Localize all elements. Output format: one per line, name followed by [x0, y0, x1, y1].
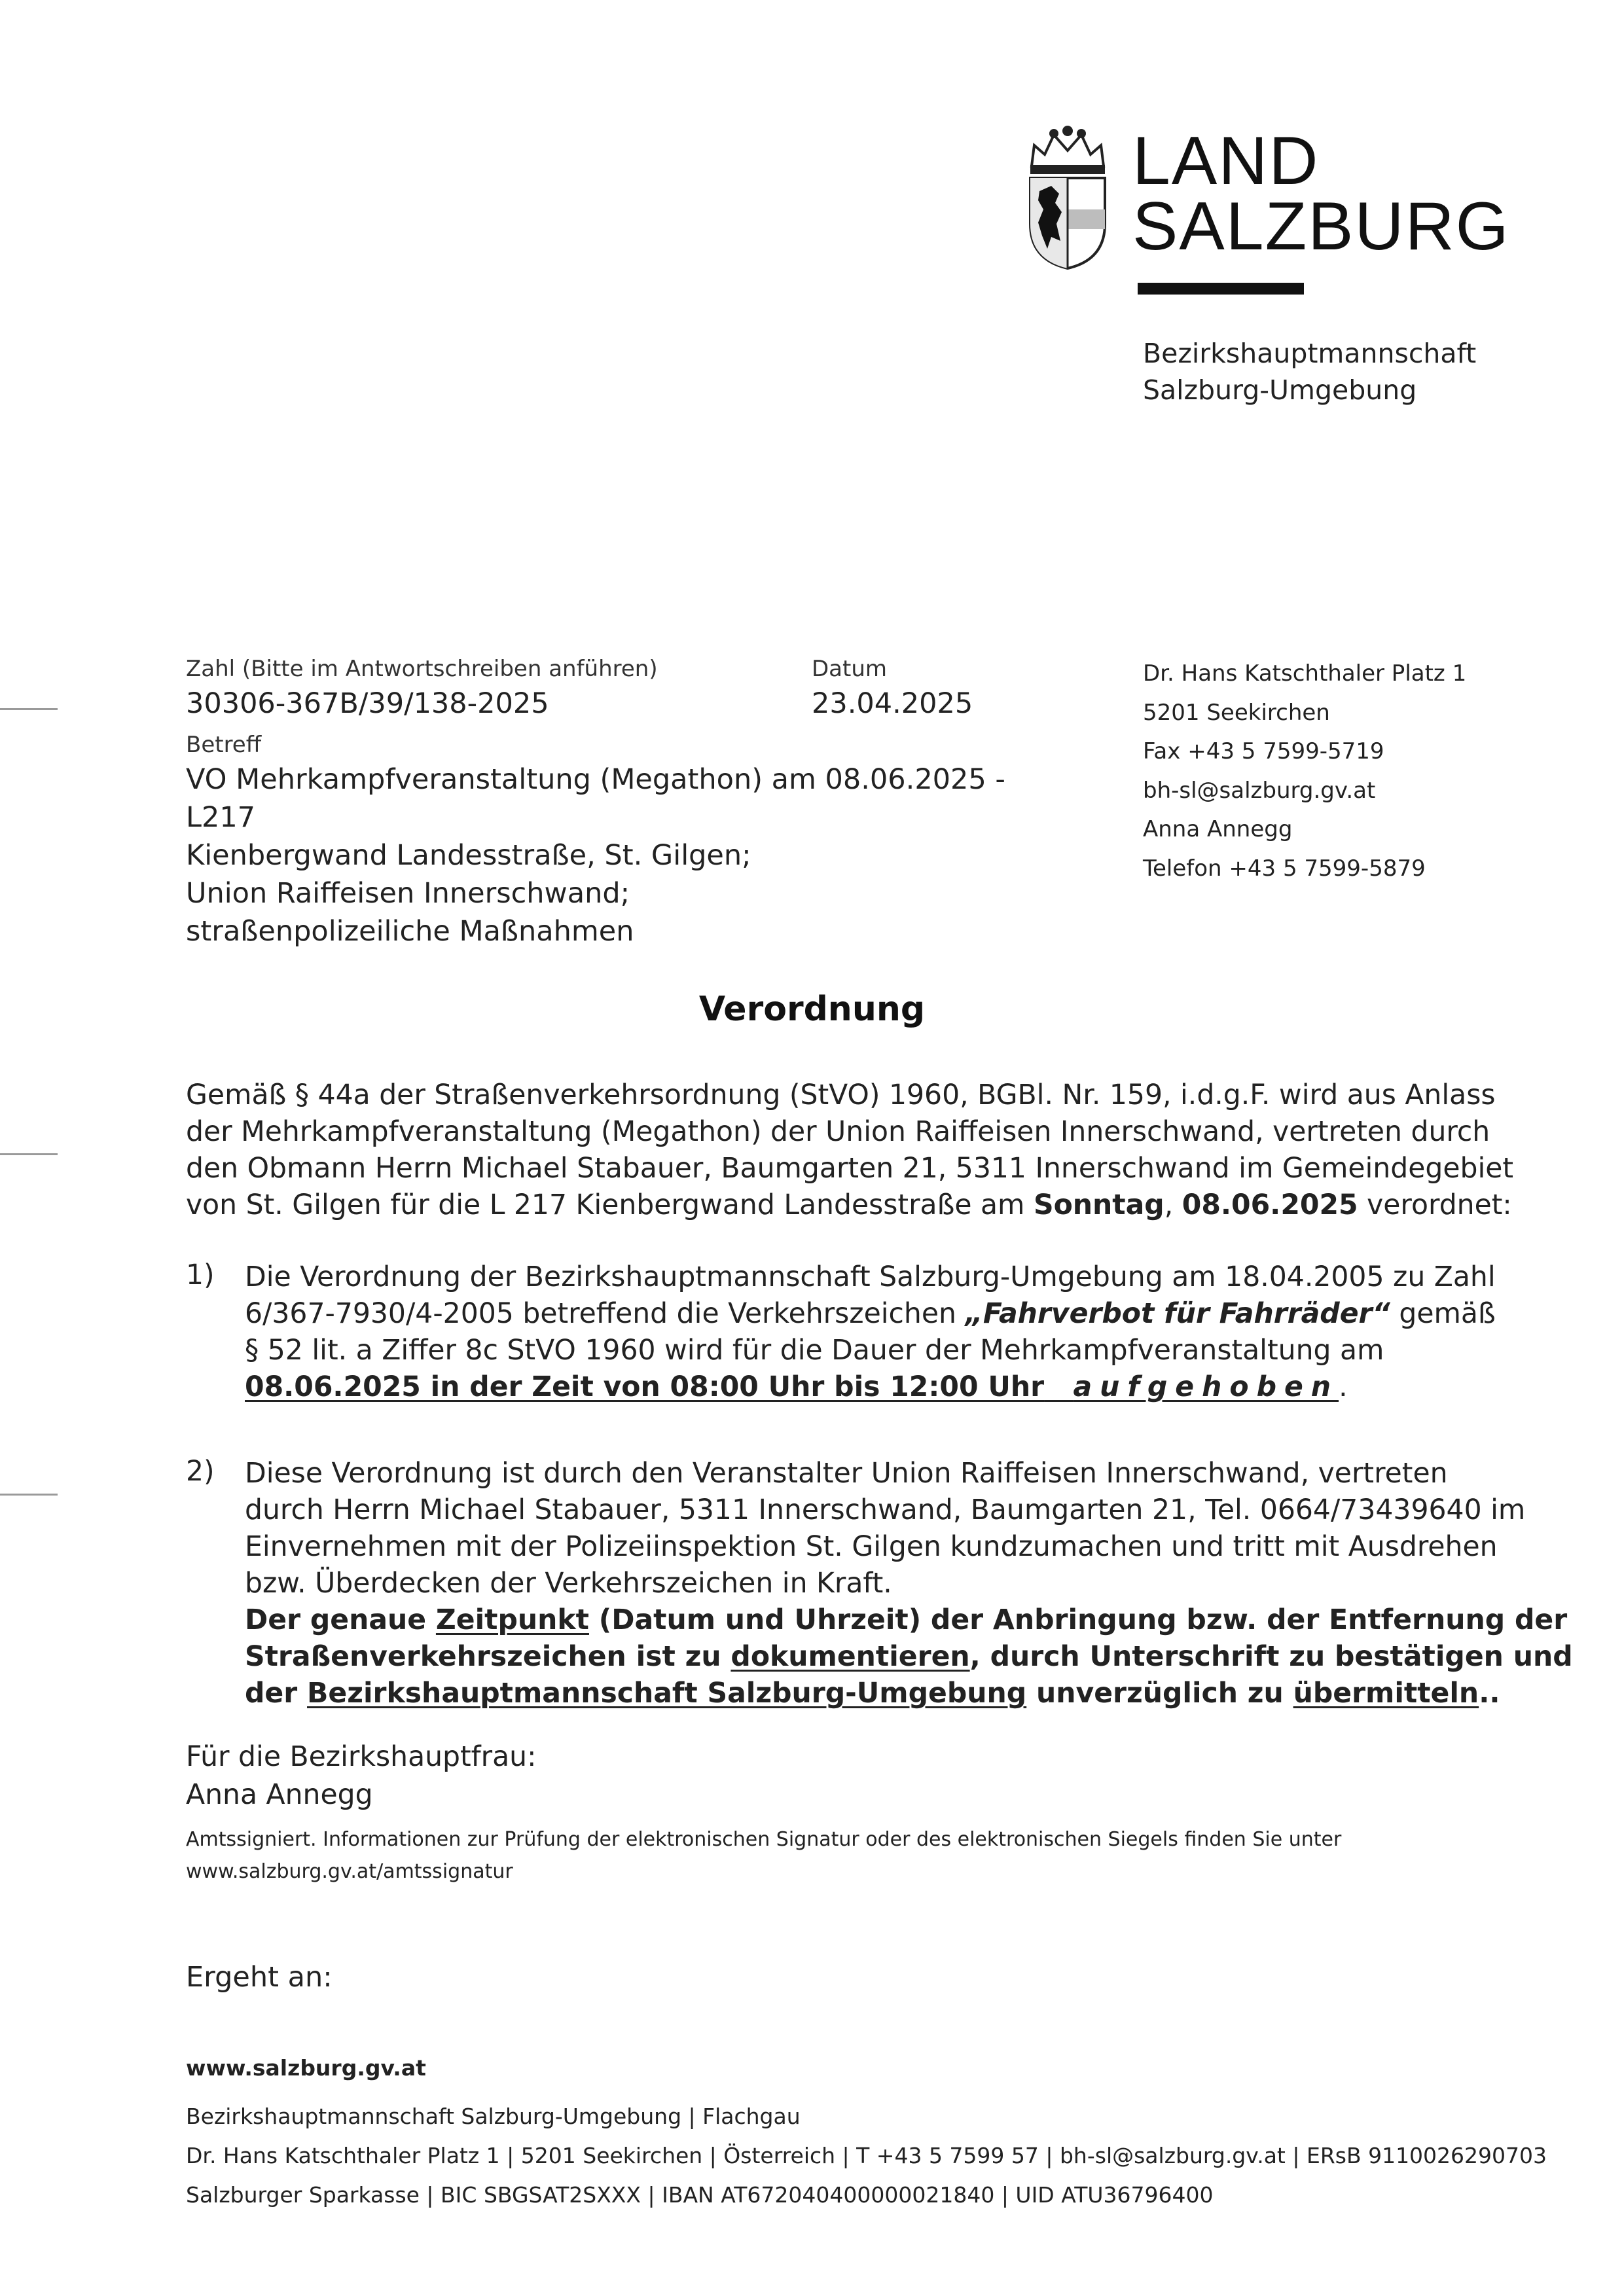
intro-line: Gemäß § 44a der Straßenverkehrsordnung (StVO) 1960, BGBl. Nr. 159, i.d.g.F. wird aus Anlass — [186, 1079, 1496, 1111]
contact-address: Dr. Hans Katschthaler Platz 1 — [1143, 660, 1467, 687]
closing-line: Für die Bezirkshauptfrau: — [186, 1741, 537, 1773]
contact-block — [1143, 655, 1466, 888]
contact-phone: Telefon +43 5 7599-5879 — [1143, 855, 1426, 882]
lifted-word-spaced: aufgehoben — [1073, 1371, 1339, 1403]
item-text: .. — [1479, 1677, 1500, 1710]
contact-email[interactable]: bh-sl@salzburg.gv.at — [1143, 777, 1376, 804]
fold-mark-top — [0, 708, 58, 710]
item-bold-line — [245, 1639, 1573, 1676]
underlined-term: Bezirkshauptmannschaft Salzburg-Umgebung — [307, 1677, 1027, 1710]
item-bold-line — [245, 1676, 1515, 1712]
subject-line: Union Raiffeisen Innerschwand; — [186, 877, 630, 910]
item-line: bzw. Überdecken der Verkehrszeichen in Kraft. — [245, 1568, 892, 1600]
intro-line: der Mehrkampfveranstaltung (Megathon) der Union Raiffeisen Innerschwand, vertreten durch — [186, 1116, 1490, 1148]
signatory-name: Anna Annegg — [186, 1779, 373, 1811]
subject-line: Kienbergwand Landesstraße, St. Gilgen; — [186, 839, 751, 872]
datum-label: Datum — [812, 656, 888, 682]
logo-line-land: LAND — [1132, 123, 1320, 199]
intro-text: von St. Gilgen für die L 217 Kienbergwand Landesstraße am — [186, 1189, 1034, 1221]
item-text: unverzüglich zu — [1026, 1677, 1293, 1710]
item-line: § 52 lit. a Ziffer 8c StVO 1960 wird für die Dauer der Mehrkampfveranstaltung am — [245, 1335, 1384, 1367]
item-2-text — [245, 1456, 1573, 1712]
intro-line — [186, 1187, 1512, 1224]
footer-line: Salzburger Sparkasse | BIC SBGSAT2SXXX | IBAN AT672040400000021840 | UID ATU36796400 — [186, 2182, 1214, 2208]
page-footer — [186, 2049, 1547, 2215]
authority-line-1: Bezirkshauptmannschaft — [1143, 338, 1477, 369]
zahl-label: Zahl (Bitte im Antwortschreiben anführen) — [186, 656, 658, 682]
item-bold-line — [245, 1602, 1568, 1639]
contact-city: 5201 Seekirchen — [1143, 699, 1330, 726]
ergeht-an-label: Ergeht an: — [186, 1961, 333, 1994]
item-text: Der genaue — [245, 1604, 436, 1636]
intro-date-bold: 08.06.2025 — [1182, 1189, 1358, 1221]
salzburg-coat-of-arms-icon — [1025, 126, 1110, 271]
item-line: Die Verordnung der Bezirkshauptmannschaft Salzburg-Umgebung am 18.04.2005 zu Zahl — [245, 1261, 1496, 1293]
intro-text: , — [1164, 1189, 1182, 1221]
logo-wordmark — [1132, 123, 1510, 264]
logo-underline-bar — [1138, 283, 1304, 295]
closing-block — [186, 1738, 536, 1814]
authority-line-2: Salzburg-Umgebung — [1143, 374, 1417, 406]
item-1-number: 1) — [186, 1259, 215, 1291]
subject-line: straßenpolizeiliche Maßnahmen — [186, 915, 634, 948]
footer-line: Dr. Hans Katschthaler Platz 1 | 5201 Seekirchen | Österreich | T +43 5 7599 57 | bh-sl@salzburg.gv.at | ERsB 9110026290703 — [186, 2143, 1547, 2168]
validity-period-underlined: 08.06.2025 in der Zeit von 08:00 Uhr bis 12:00 Uhr — [245, 1371, 1045, 1403]
subject-block — [186, 761, 1056, 950]
signature-note — [186, 1823, 1341, 1888]
item-line: durch Herrn Michael Stabauer, 5311 Innerschwand, Baumgarten 21, Tel. 0664/73439640 im — [245, 1494, 1526, 1526]
intro-paragraph — [186, 1077, 1514, 1224]
item-text: der — [245, 1677, 308, 1710]
footer-website-link[interactable]: www.salzburg.gv.at — [186, 2055, 426, 2081]
betreff-label: Betreff — [186, 732, 262, 758]
subject-line: VO Mehrkampfveranstaltung (Megathon) am 08.06.2025 - L217 — [186, 763, 1005, 834]
item-1-text — [245, 1259, 1515, 1406]
datum-value: 23.04.2025 — [812, 687, 973, 720]
item-text: gemäß — [1390, 1298, 1496, 1330]
item-line — [245, 1369, 1515, 1406]
sign-name-bold-italic: „Fahrverbot für Fahrräder“ — [965, 1298, 1390, 1330]
logo-line-salzburg: SALZBURG — [1132, 188, 1510, 264]
intro-day-bold: Sonntag — [1033, 1189, 1164, 1221]
contact-person: Anna Annegg — [1143, 816, 1293, 842]
underlined-term: dokumentieren — [731, 1641, 970, 1673]
item-2-number: 2) — [186, 1456, 215, 1488]
item-line: Einvernehmen mit der Polizeiinspektion St. Gilgen kundzumachen und tritt mit Ausdrehen — [245, 1531, 1498, 1563]
item-text: (Datum und Uhrzeit) der Anbringung bzw. der Entfernung der — [588, 1604, 1568, 1636]
underlined-term: übermitteln — [1293, 1677, 1479, 1710]
item-line — [245, 1296, 1515, 1333]
fold-mark-middle — [0, 1153, 58, 1155]
signature-note-link[interactable]: www.salzburg.gv.at/amtssignatur — [186, 1860, 513, 1883]
item-text: Straßenverkehrszeichen ist zu — [245, 1641, 731, 1673]
signature-note-line: Amtssigniert. Informationen zur Prüfung der elektronischen Signatur oder des elektronischen Siegels finden Sie unter — [186, 1828, 1342, 1851]
intro-text: verordnet: — [1358, 1189, 1512, 1221]
contact-fax: Fax +43 5 7599-5719 — [1143, 738, 1384, 764]
item-line: Diese Verordnung ist durch den Veranstalter Union Raiffeisen Innerschwand, vertreten — [245, 1458, 1448, 1490]
item-text: . — [1339, 1371, 1348, 1403]
item-text: , durch Unterschrift zu bestätigen und — [969, 1641, 1573, 1673]
fold-mark-bottom — [0, 1494, 58, 1496]
intro-line: den Obmann Herrn Michael Stabauer, Baumgarten 21, 5311 Innerschwand im Gemeindegebiet — [186, 1153, 1514, 1185]
issuing-authority — [1143, 335, 1476, 408]
footer-line: Bezirkshauptmannschaft Salzburg-Umgebung | Flachgau — [186, 2104, 801, 2129]
underlined-term: Zeitpunkt — [435, 1604, 589, 1636]
document-title: Verordnung — [698, 990, 926, 1029]
item-text: 6/367-7930/4-2005 betreffend die Verkehrszeichen — [245, 1298, 965, 1330]
zahl-value: 30306-367B/39/138-2025 — [186, 687, 549, 720]
